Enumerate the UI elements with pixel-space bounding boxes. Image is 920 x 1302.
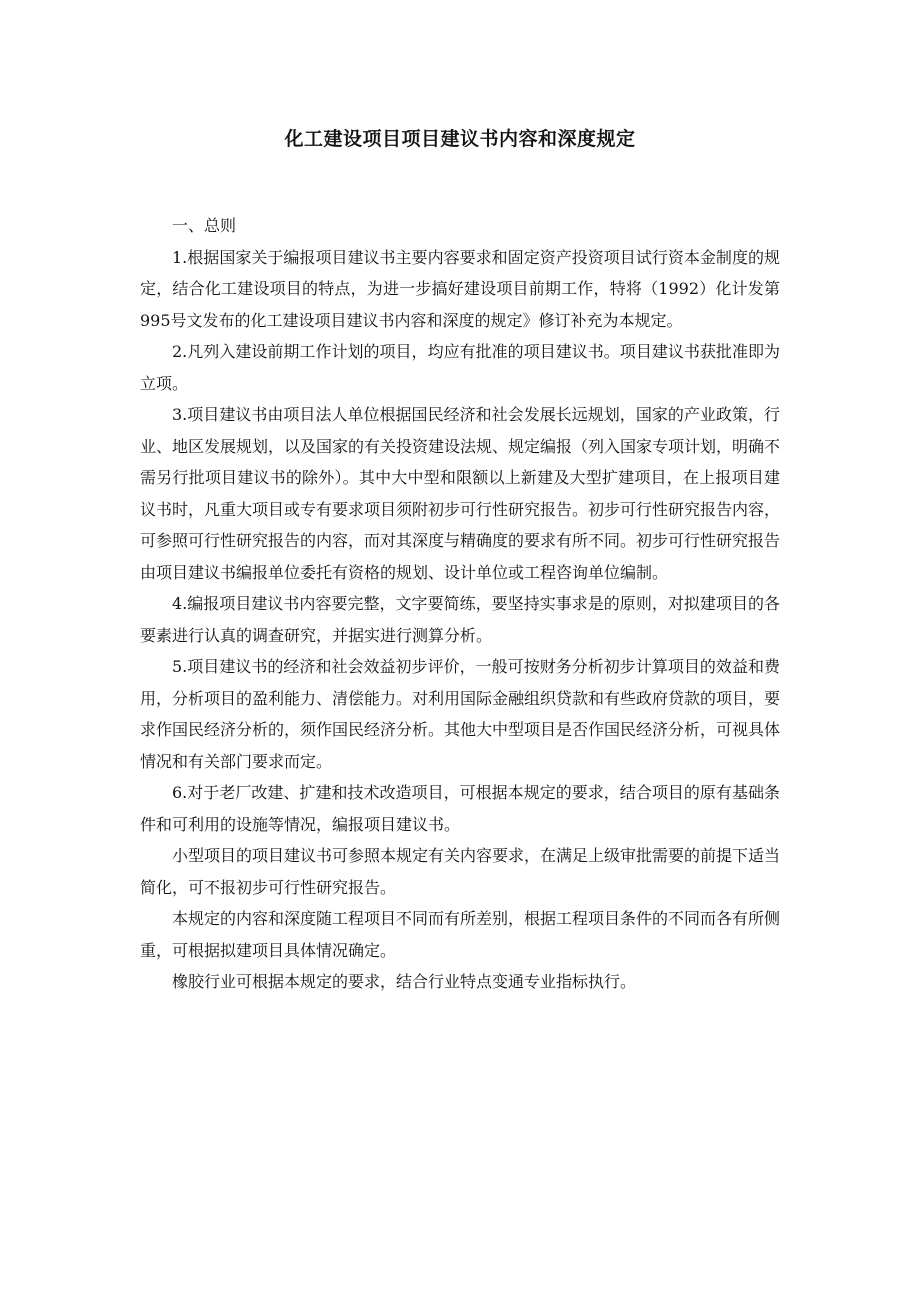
paragraph-5: 5.项目建议书的经济和社会效益初步评价，一般可按财务分析初步计算项目的效益和费用，分析项目的盈利能力、清偿能力。对利用国际金融组织贷款和有些政府贷款的项目，要求作国民经济分析的，须作国民经济分析。其他大中型项目是否作国民经济分析，可视具体情况和有关部门要求而定。 <box>140 657 781 771</box>
section-heading: 一、总则 <box>172 216 237 235</box>
paragraph-rubber-industry: 橡胶行业可根据本规定的要求，结合行业特点变通专业指标执行。 <box>172 972 637 991</box>
page-title: 化工建设项目项目建议书内容和深度规定 <box>284 128 636 150</box>
paragraph-1: 1.根据国家关于编报项目建议书主要内容要求和固定资产投资项目试行资本金制度的规定，结合化工建设项目的特点，为进一步搞好建设项目前期工作，特将（1992）化计发第995号文发布的化工建设项目建议书内容和深度的规定》修订补充为本规定。 <box>140 247 780 330</box>
paragraph-small-projects: 小型项目的项目建议书可参照本规定有关内容要求，在满足上级审批需要的前提下适当简化，可不报初步可行性研究报告。 <box>140 846 781 897</box>
paragraph-4: 4.编报项目建议书内容要完整，文字要简练，要坚持实事求是的原则，对拟建项目的各要素进行认真的调查研究，并据实进行测算分析。 <box>140 594 780 645</box>
paragraph-3: 3.项目建议书由项目法人单位根据国民经济和社会发展长远规划，国家的产业政策，行业、地区发展规划，以及国家的有关投资建设法规、规定编报（列入国家专项计划，明确不需另行批项目建议书的除外）。其中大中型和限额以上新建及大型扩建项目，在上报项目建议书时，凡重大项目或专有要求项目须附初步可行性研究报告。初步可行性研究报告内容，可参照可行性研究报告的内容，而对其深度与精确度的要求有所不同。初步可行性研究报告由项目建议书编报单位委托有资格的规划、设计单位或工程咨询单位编制。 <box>140 405 781 582</box>
paragraph-2: 2.凡列入建设前期工作计划的项目，均应有批准的项目建议书。项目建议书获批准即为立项。 <box>140 342 780 393</box>
paragraph-6: 6.对于老厂改建、扩建和技术改造项目，可根据本规定的要求，结合项目的原有基础条件和可利用的设施等情况，编报项目建议书。 <box>140 783 780 834</box>
document-body <box>140 210 780 998</box>
paragraph-content-depth: 本规定的内容和深度随工程项目不同而有所差别，根据工程项目条件的不同而各有所侧重，可根据拟建项目具体情况确定。 <box>140 909 781 960</box>
